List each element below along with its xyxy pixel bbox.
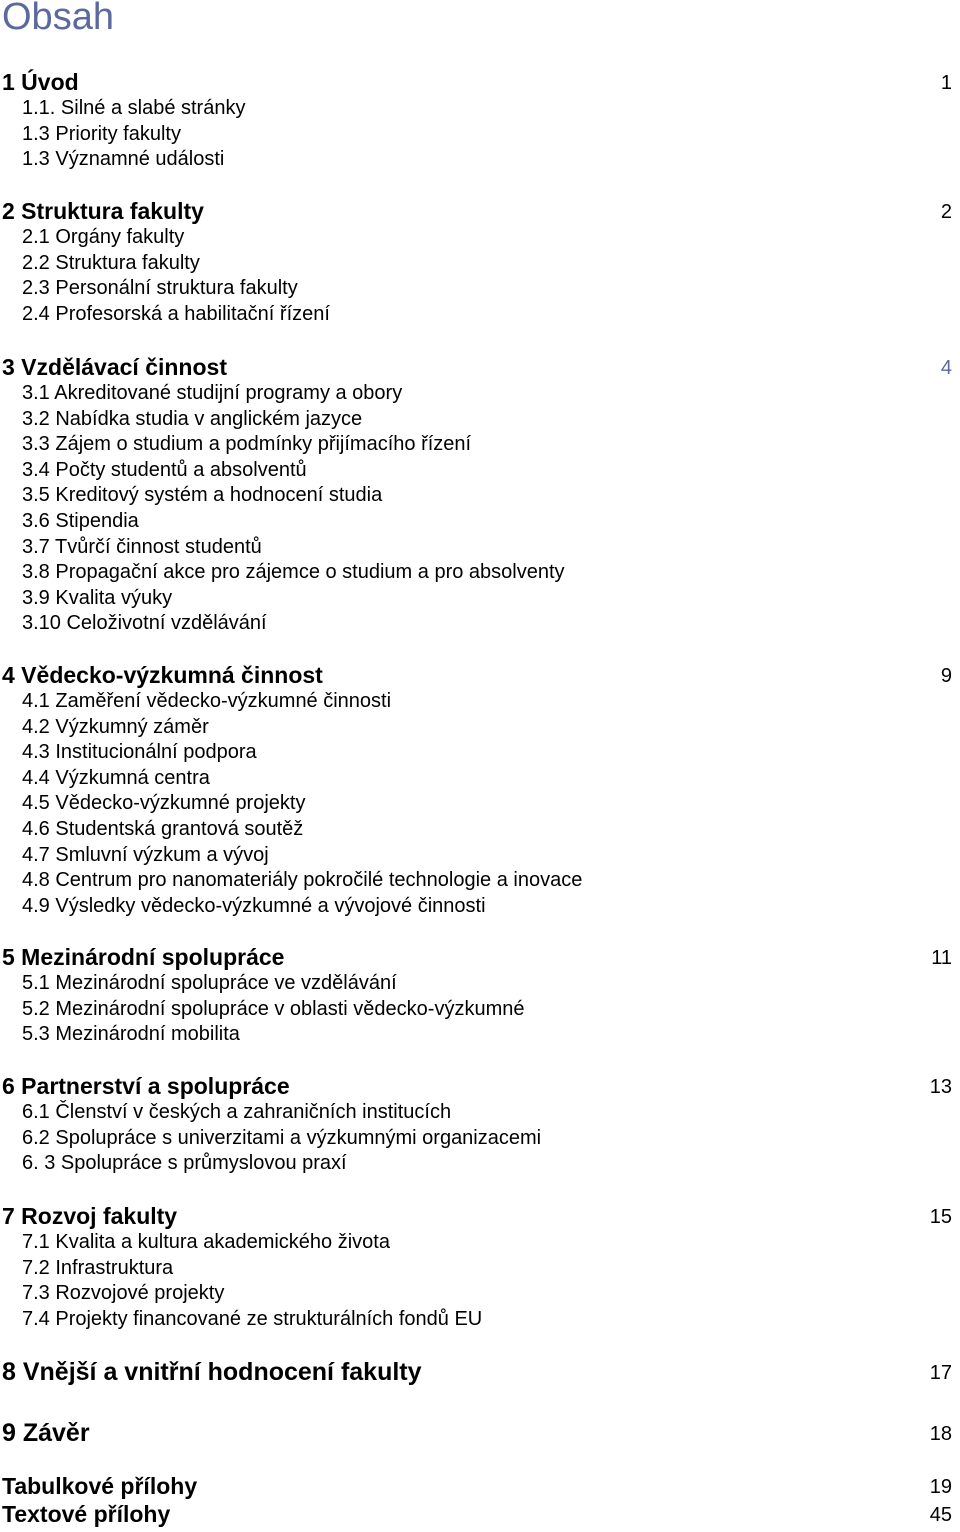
toc-item[interactable]: 7.1 Kvalita a kultura akademického života [22,1231,390,1253]
section-page-number: 9 [940,665,952,687]
toc-section-6 [0,1070,960,1177]
section-page-number: 13 [929,1076,952,1098]
toc-item[interactable]: 3.2 Nabídka studia v anglickém jazyce [22,407,363,430]
section-title: 2 Struktura fakulty [2,198,204,224]
toc-section-tabulkove-prilohy [0,1472,960,1500]
section-page-number: 11 [931,947,952,969]
section-title: 5 Mezinárodní spolupráce [2,944,285,970]
toc-item[interactable]: 4.6 Studentská grantová soutěž [22,817,304,840]
section-page-number: 4 [940,357,952,379]
page-title: Obsah [2,0,114,38]
section-title: 4 Vědecko-výzkumná činnost [2,662,323,688]
toc-section-heading[interactable] [0,195,960,225]
section-title: 8 Vnější a vnitřní hodnocení fakulty [2,1358,422,1386]
toc-item[interactable]: 6.1 Členství v českých a zahraničních institucích [22,1101,452,1123]
toc-section-heading[interactable] [0,1200,960,1230]
section-title: 3 Vzdělávací činnost [2,354,227,380]
toc-item[interactable]: 4.5 Vědecko-výzkumné projekty [22,792,306,815]
toc-section-heading[interactable] [0,1417,960,1447]
section-title: 1 Úvod [2,69,79,95]
toc-item[interactable]: 3.5 Kreditový systém a hodnocení studia [22,484,383,507]
toc-item[interactable]: 1.3 Významné události [22,148,225,171]
toc-item[interactable]: 7.2 Infrastruktura [22,1256,174,1279]
toc-item[interactable]: 1.3 Priority fakulty [22,122,181,145]
toc-section-2 [0,195,960,327]
section-page-number: 2 [940,201,952,223]
toc-section-heading[interactable] [0,351,960,381]
toc-item[interactable]: 7.4 Projekty financované ze strukturálních fondů EU [22,1307,483,1330]
toc-item[interactable]: 5.2 Mezinárodní spolupráce v oblasti vědecko-výzkumné [22,997,525,1020]
toc-item[interactable]: 7.3 Rozvojové projekty [22,1282,225,1305]
toc-item[interactable]: 1.1. Silné a slabé stránky [22,97,246,119]
toc-section-4 [0,659,960,919]
toc-item[interactable]: 4.8 Centrum pro nanomateriály pokročilé technologie a inovace [22,869,583,892]
toc-section-heading[interactable] [0,941,960,971]
toc-item[interactable]: 5.1 Mezinárodní spolupráce ve vzdělávání [22,972,397,994]
section-title: Tabulkové přílohy [2,1473,198,1499]
toc-section-heading[interactable] [0,659,960,689]
toc-item[interactable]: 3.3 Zájem o studium a podmínky přijímacího řízení [22,433,472,456]
section-title: 7 Rozvoj fakulty [2,1203,178,1229]
toc-item[interactable]: 6.2 Spolupráce s univerzitami a výzkumnými organizacemi [22,1126,542,1149]
toc-item[interactable]: 4.7 Smluvní výzkum a vývoj [22,843,269,866]
toc-item[interactable]: 3.1 Akreditované studijní programy a obory [22,382,403,404]
toc-section-5 [0,941,960,1048]
toc-item[interactable]: 2.3 Personální struktura fakulty [22,277,298,300]
section-page-number: 19 [929,1476,952,1498]
toc-section-heading[interactable] [0,1070,960,1100]
toc-section-heading[interactable] [0,66,960,96]
toc-item[interactable]: 6. 3 Spolupráce s průmyslovou praxí [22,1152,347,1175]
toc-section-8 [0,1356,960,1386]
toc-item[interactable]: 4.1 Zaměření vědecko-výzkumné činnosti [22,690,392,712]
toc-item[interactable]: 3.6 Stipendia [22,509,139,532]
toc-section-heading[interactable] [0,1472,960,1500]
toc-section-heading[interactable] [0,1500,960,1528]
toc-item[interactable]: 4.2 Výzkumný záměr [22,715,209,738]
section-page-number: 17 [929,1362,952,1384]
toc-item[interactable]: 5.3 Mezinárodní mobilita [22,1023,240,1046]
toc-section-1 [0,66,960,173]
toc-item[interactable]: 4.9 Výsledky vědecko-výzkumné a vývojové činnosti [22,894,486,917]
toc-section-7 [0,1200,960,1332]
toc-item[interactable]: 2.4 Profesorská a habilitační řízení [22,302,330,325]
section-title: 9 Závěr [2,1419,90,1447]
toc-section-3 [0,351,960,637]
toc-section-textove-prilohy [0,1500,960,1528]
toc-item[interactable]: 2.1 Orgány fakulty [22,226,185,248]
toc-item[interactable]: 3.7 Tvůrčí činnost studentů [22,535,262,558]
section-page-number: 45 [929,1504,952,1526]
toc-item[interactable]: 3.9 Kvalita výuky [22,586,173,609]
section-page-number: 18 [929,1423,952,1445]
toc-item[interactable]: 3.8 Propagační akce pro zájemce o studium a pro absolventy [22,561,565,584]
toc-section-9 [0,1417,960,1447]
toc-item[interactable]: 3.4 Počty studentů a absolventů [22,458,307,481]
toc-section-heading[interactable] [0,1356,960,1386]
toc-item[interactable]: 2.2 Struktura fakulty [22,251,200,274]
section-title: Textové přílohy [2,1501,171,1527]
section-page-number: 1 [940,72,952,94]
section-title: 6 Partnerství a spolupráce [2,1073,290,1099]
toc-item[interactable]: 4.4 Výzkumná centra [22,766,210,789]
section-page-number: 15 [929,1206,952,1228]
toc-item[interactable]: 4.3 Institucionální podpora [22,741,257,764]
toc-item[interactable]: 3.10 Celoživotní vzdělávání [22,612,267,635]
